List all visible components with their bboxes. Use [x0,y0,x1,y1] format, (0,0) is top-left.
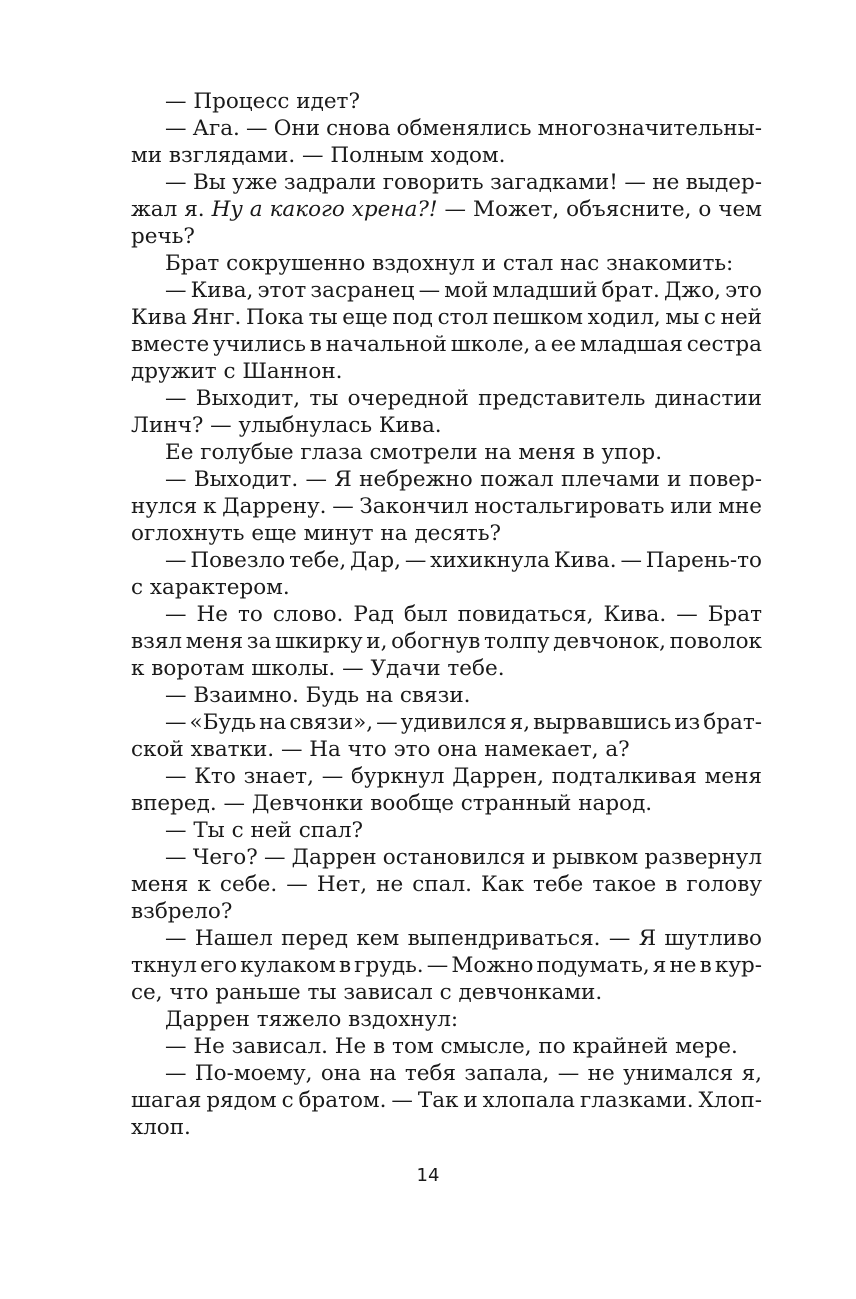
text-segment: — Выходит. — Я небрежно пожал плечами и повер- [165,467,762,492]
text-segment: Даррен тяжело вздохнул: [165,1007,459,1032]
text-line [131,736,762,763]
text-line [131,871,762,898]
text-line [131,169,762,196]
text-segment: — Кто знает, — буркнул Даррен, подталкивая меня [165,764,762,789]
text-line [131,844,762,871]
text-segment: — Кива, этот засранец — мой младший брат. Джо, это [165,278,762,303]
text-line [131,979,762,1006]
text-line [131,412,762,439]
text-segment: хлоп. [131,1115,191,1140]
text-line [131,574,762,601]
text-segment: вперед. — Девчонки вообще странный народ. [131,791,653,816]
text-segment: — Нашел перед кем выпендриваться. — Я шутливо [165,926,762,951]
text-segment: речь? [131,224,195,249]
text-segment: — Ты с ней спал? [165,818,364,843]
text-line [131,331,762,358]
text-line [131,1114,762,1141]
text-line [131,601,762,628]
text-segment: — По-моему, она на тебя запала, — не унимался я, [165,1061,762,1086]
text-line [131,898,762,925]
text-segment: Линч? — улыбнулась Кива. [131,413,442,438]
text-line [131,493,762,520]
text-segment: жал я. [131,197,212,222]
text-segment: — Чего? — Даррен остановился и рывком развернул [165,845,762,870]
text-line [131,88,762,115]
text-segment: Брат сокрушенно вздохнул и стал нас знакомить: [165,251,734,276]
text-segment: взбрело? [131,899,233,924]
text-segment: — Повезло тебе, Дар, — хихикнула Кива. — Парень-то [165,548,762,573]
text-segment: — Взаимно. Будь на связи. [165,683,471,708]
text-segment: — Процесс идет? [165,89,360,114]
text-line [131,709,762,736]
text-line [131,304,762,331]
text-line [131,358,762,385]
text-line [131,925,762,952]
text-line [131,682,762,709]
text-segment: — Вы уже задрали говорить загадками! — не выдер- [165,170,762,195]
text-line [131,628,762,655]
text-line [131,277,762,304]
text-segment: взял меня за шкирку и, обогнув толпу девчонок, поволок [131,629,762,654]
text-line [131,547,762,574]
text-segment: вместе учились в начальной школе, а ее младшая сестра [131,332,762,357]
body-text [131,88,762,1141]
text-line [131,250,762,277]
text-segment: ми взглядами. — Полным ходом. [131,143,506,168]
text-segment: — Не то слово. Рад был повидаться, Кива. — Брат [165,602,762,627]
text-segment: меня к себе. — Нет, не спал. Как тебе такое в голову [131,872,762,897]
text-line [131,466,762,493]
italic-segment: Ну а какого хрена?! [211,197,438,222]
text-line [131,1006,762,1033]
text-segment: с характером. [131,575,290,600]
text-segment: к воротам школы. — Удачи тебе. [131,656,505,681]
text-line [131,115,762,142]
text-line [131,952,762,979]
text-segment: — Может, объясните, о чем [437,197,762,222]
text-line [131,196,762,223]
text-segment: — «Будь на связи», — удивился я, вырвавшись из брат- [165,710,762,735]
text-segment: оглохнуть еще минут на десять? [131,521,502,546]
page-number: 14 [416,1165,440,1186]
text-segment: Ее голубые глаза смотрели на меня в упор. [165,440,663,465]
text-line [131,1033,762,1060]
text-segment: Кива Янг. Пока ты еще под стол пешком ходил, мы с ней [131,305,762,330]
text-line [131,1087,762,1114]
text-segment: — Не зависал. Не в том смысле, по крайней мере. [165,1034,738,1059]
text-line [131,1060,762,1087]
text-line [131,763,762,790]
text-line [131,817,762,844]
text-line [131,142,762,169]
text-segment: шагая рядом с братом. — Так и хлопала глазками. Хлоп- [131,1088,762,1113]
text-segment: дружит с Шаннон. [131,359,343,384]
text-segment: — Выходит, ты очередной представитель династии [165,386,762,411]
text-segment: ской хватки. — На что это она намекает, а? [131,737,630,762]
text-line [131,655,762,682]
text-segment: се, что раньше ты зависал с девчонками. [131,980,603,1005]
text-line [131,385,762,412]
text-line [131,790,762,817]
text-line [131,520,762,547]
text-segment: нулся к Даррену. — Закончил ностальгировать или мне [131,494,762,519]
text-segment: — Ага. — Они снова обменялись многозначительны- [165,116,762,141]
text-segment: ткнул его кулаком в грудь. — Можно подумать, я не в кур- [131,953,762,978]
text-line [131,439,762,466]
text-line [131,223,762,250]
